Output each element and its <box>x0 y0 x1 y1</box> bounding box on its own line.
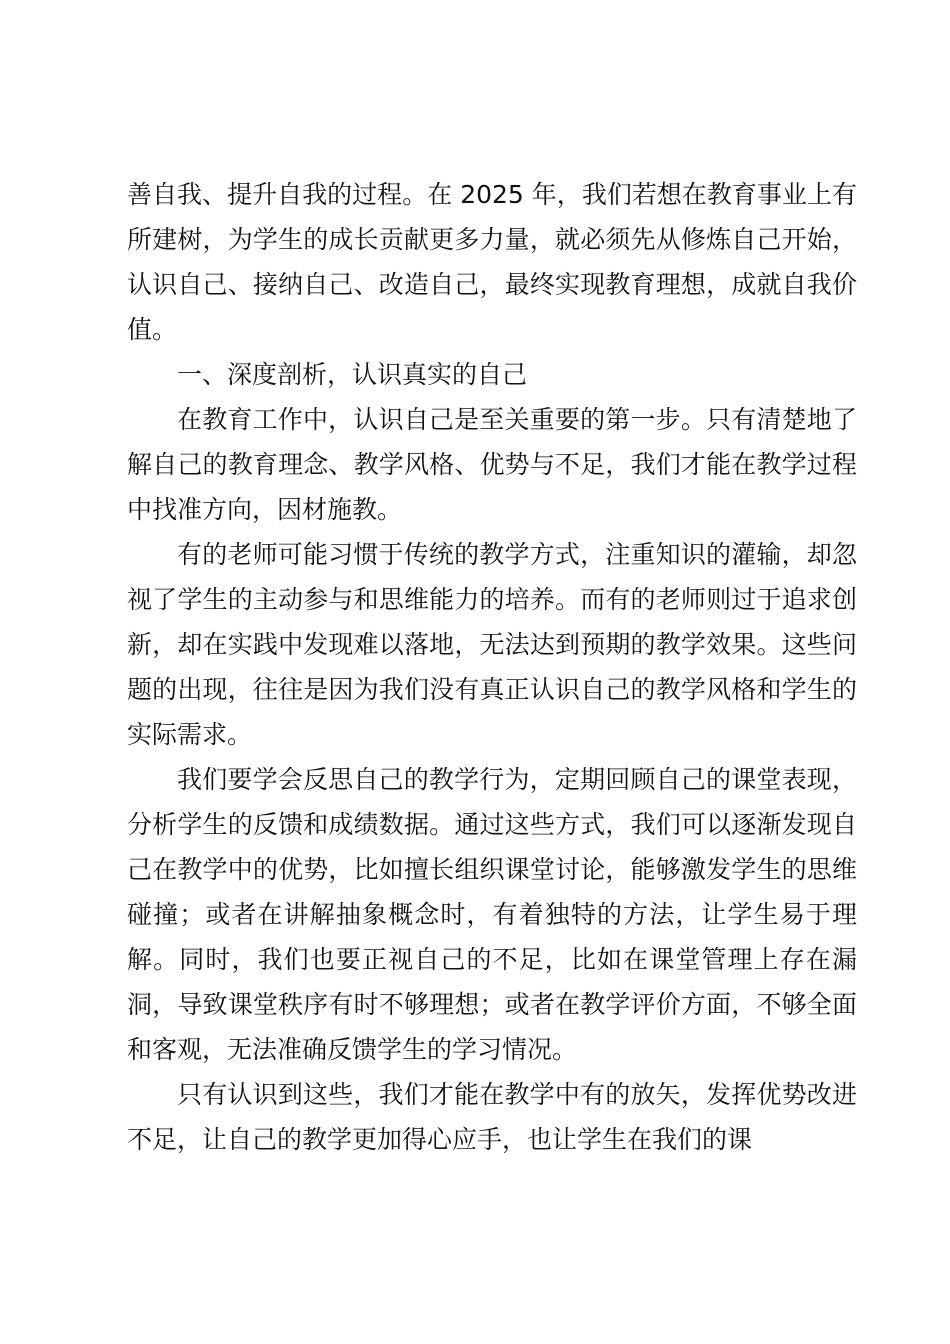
paragraph-teaching-styles: 有的老师可能习惯于传统的教学方式，注重知识的灌输，却忽视了学生的主动参与和思维能力的培养。而有的老师则过于追求创新，却在实践中发现难以落地，无法达到预期的教学效果。这些问题的出现，往往是因为我们没有真正认识自己的教学风格和学生的实际需求。 <box>127 540 857 749</box>
section-heading: 一、深度剖析，认识真实的自己 <box>177 360 528 389</box>
paragraph-intro-continuation: 善自我、提升自我的过程。在 2025 年，我们若想在教育事业上有所建树，为学生的成长贡献更多力量，就必须先从修炼自己开始，认识自己、接纳自己、改造自己，最终实现教育理想，成就自我价值。 <box>127 180 857 344</box>
paragraph-reflection: 我们要学会反思自己的教学行为，定期回顾自己的课堂表现，分析学生的反馈和成绩数据。通过这些方式，我们可以逐渐发现自己在教学中的优势，比如擅长组织课堂讨论，能够激发学生的思维碰撞；或者在讲解抽象概念时，有着独特的方法，让学生易于理解。同时，我们也要正视自己的不足，比如在课堂管理上存在漏洞，导致课堂秩序有时不够理想；或者在教学评价方面，不够全面和客观，无法准确反馈学生的学习情况。 <box>127 765 857 1064</box>
paragraph-conclusion: 只有认识到这些，我们才能在教学中有的放矢，发挥优势改进不足，让自己的教学更加得心应手，也让学生在我们的课 <box>127 1080 857 1154</box>
paragraph-self-awareness: 在教育工作中，认识自己是至关重要的第一步。只有清楚地了解自己的教育理念、教学风格、优势与不足，我们才能在教学过程中找准方向，因材施教。 <box>127 405 857 524</box>
document-body <box>127 172 857 1162</box>
